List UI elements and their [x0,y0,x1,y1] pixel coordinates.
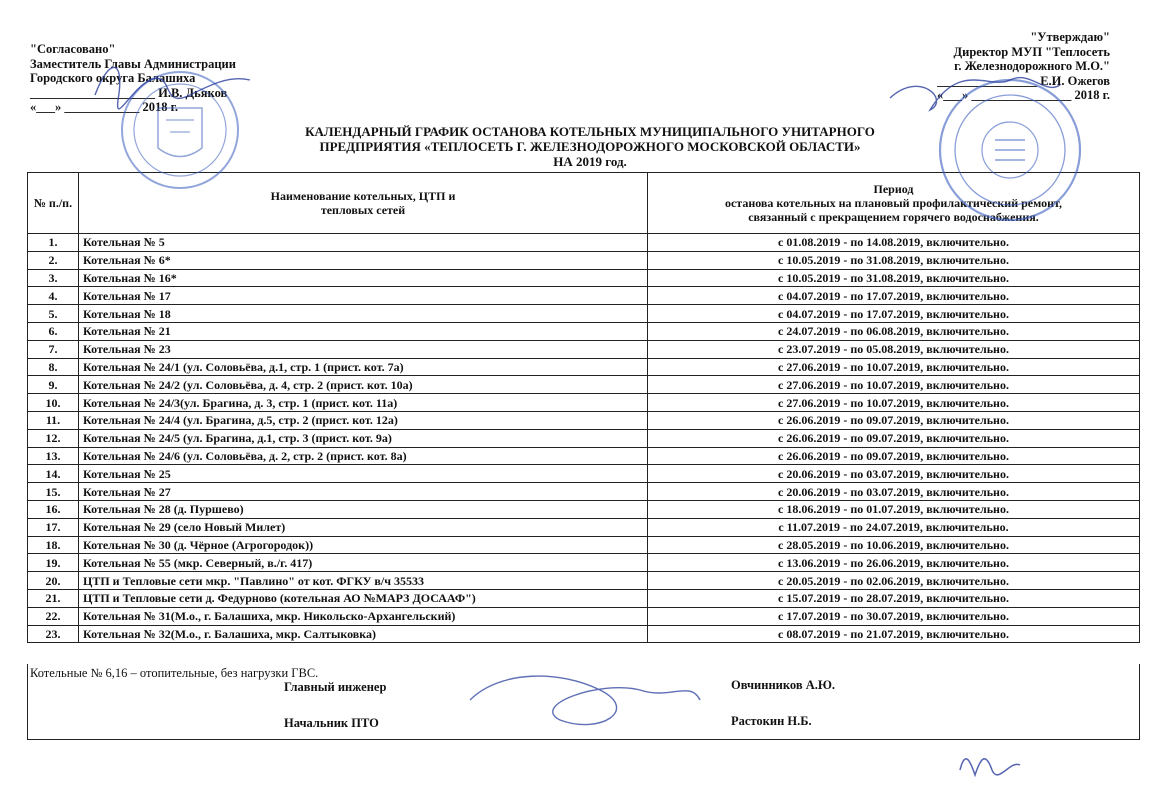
row-number: 22. [28,607,79,625]
row-number: 2. [28,251,79,269]
table-row [28,269,1140,287]
row-period: с 17.07.2019 - по 30.07.2019, включительно. [648,607,1140,625]
approval-right-signer: ________________ Е.И. Ожегов [937,73,1110,88]
row-name: Котельная № 5 [79,234,648,252]
row-name: Котельная № 28 (д. Пуршево) [79,500,648,518]
header-period: Период останова котельных на плановый профилактический ремонт, связанный с прекращением горячего водоснабжения. [648,173,1140,234]
row-name: Котельная № 24/3(ул. Брагина, д. 3, стр. 1 (прист. кот. 11а) [79,394,648,412]
row-period: с 11.07.2019 - по 24.07.2019, включительно. [648,518,1140,536]
row-name: Котельная № 16* [79,269,648,287]
table-row [28,625,1140,643]
row-number: 8. [28,358,79,376]
table-row [28,251,1140,269]
row-period: с 26.06.2019 - по 09.07.2019, включительно. [648,429,1140,447]
row-period: с 26.06.2019 - по 09.07.2019, включительно. [648,411,1140,429]
row-period: с 27.06.2019 - по 10.07.2019, включительно. [648,376,1140,394]
row-period: с 10.05.2019 - по 31.08.2019, включительно. [648,251,1140,269]
table-row [28,411,1140,429]
row-period: с 01.08.2019 - по 14.08.2019, включительно. [648,234,1140,252]
row-name: Котельная № 23 [79,340,648,358]
table-row [28,572,1140,590]
row-period: с 24.07.2019 - по 06.08.2019, включительно. [648,322,1140,340]
header-name: Наименование котельных, ЦТП и тепловых сетей [79,173,648,234]
row-period: с 08.07.2019 - по 21.07.2019, включительно. [648,625,1140,643]
row-number: 13. [28,447,79,465]
row-number: 15. [28,483,79,501]
row-number: 11. [28,411,79,429]
header-num: № п./п. [28,173,79,234]
footer-block [27,664,1140,740]
row-number: 20. [28,572,79,590]
schedule-table [27,172,1140,643]
row-period: с 13.06.2019 - по 26.06.2019, включительно. [648,554,1140,572]
approval-left-org: Городского округа Балашиха [30,71,196,85]
approval-right-position: Директор МУП "Теплосеть [953,44,1110,59]
row-period: с 04.07.2019 - по 17.07.2019, включительно. [648,305,1140,323]
table-header-row [28,173,1140,234]
row-name: Котельная № 24/5 (ул. Брагина, д.1, стр. 3 (прист. кот. 9а) [79,429,648,447]
table-row [28,465,1140,483]
pto-head-name: Растокин Н.Б. [731,714,812,728]
row-period: с 04.07.2019 - по 17.07.2019, включительно. [648,287,1140,305]
row-period: с 26.06.2019 - по 09.07.2019, включительно. [648,447,1140,465]
row-name: Котельная № 55 (мкр. Северный, в./г. 417) [79,554,648,572]
row-name: Котельная № 17 [79,287,648,305]
row-name: Котельная № 24/1 (ул. Соловьёва, д.1, стр. 1 (прист. кот. 7а) [79,358,648,376]
table-row [28,554,1140,572]
row-name: Котельная № 18 [79,305,648,323]
chief-engineer-name: Овчинников А.Ю. [731,678,836,692]
row-name: Котельная № 6* [79,251,648,269]
row-number: 23. [28,625,79,643]
row-number: 7. [28,340,79,358]
row-number: 10. [28,394,79,412]
row-name: ЦТП и Тепловые сети д. Федурново (котельная АО №МАРЗ ДОСААФ") [79,589,648,607]
approval-right-date: «___» ________________ 2018 г. [936,88,1110,102]
approval-right-org: г. Железнодорожного М.О." [954,59,1110,73]
row-period: с 28.05.2019 - по 10.06.2019, включительно. [648,536,1140,554]
row-number: 17. [28,518,79,536]
title-line-2: ПРЕДПРИЯТИЯ «ТЕПЛОСЕТЬ Г. ЖЕЛЕЗНОДОРОЖНОГО МОСКОВСКОЙ ОБЛАСТИ» [319,139,861,154]
table-row [28,340,1140,358]
row-period: с 10.05.2019 - по 31.08.2019, включительно. [648,269,1140,287]
table-row [28,305,1140,323]
approval-left-quote: "Согласовано" [30,42,116,56]
table-row [28,358,1140,376]
table-row [28,376,1140,394]
table-row [28,234,1140,252]
row-period: с 20.06.2019 - по 03.07.2019, включительно. [648,465,1140,483]
pto-head-label: Начальник ПТО [284,716,379,730]
table-row [28,607,1140,625]
row-number: 16. [28,500,79,518]
approval-right-block [880,30,1110,103]
row-period: с 20.06.2019 - по 03.07.2019, включительно. [648,483,1140,501]
row-number: 3. [28,269,79,287]
row-number: 4. [28,287,79,305]
chief-engineer-label: Главный инженер [284,680,387,694]
row-name: Котельная № 24/2 (ул. Соловьёва, д. 4, стр. 2 (прист. кот. 10а) [79,376,648,394]
row-name: Котельная № 30 (д. Чёрное (Агрогородок)) [79,536,648,554]
row-name: Котельная № 24/4 (ул. Брагина, д.5, стр. 2 (прист. кот. 12а) [79,411,648,429]
row-number: 14. [28,465,79,483]
row-name: ЦТП и Тепловые сети мкр. "Павлино" от кот. ФГКУ в/ч 35533 [79,572,648,590]
row-name: Котельная № 31(М.о., г. Балашиха, мкр. Никольско-Архангельский) [79,607,648,625]
table-row [28,536,1140,554]
title-line-3: НА 2019 год. [553,154,627,169]
row-period: с 27.06.2019 - по 10.07.2019, включительно. [648,394,1140,412]
approval-left-signer: ____________________ И.В. Дьяков [30,85,228,100]
row-number: 1. [28,234,79,252]
row-period: с 20.05.2019 - по 02.06.2019, включительно. [648,572,1140,590]
title-line-1: КАЛЕНДАРНЫЙ ГРАФИК ОСТАНОВА КОТЕЛЬНЫХ МУНИЦИПАЛЬНОГО УНИТАРНОГО [305,124,875,139]
row-period: с 15.07.2019 - по 28.07.2019, включительно. [648,589,1140,607]
footer-note: Котельные № 6,16 – отопительные, без нагрузки ГВС. [30,666,319,680]
table-row [28,447,1140,465]
row-period: с 23.07.2019 - по 05.08.2019, включительно. [648,340,1140,358]
approval-left-position: Заместитель Главы Администрации [30,56,236,71]
table-row [28,394,1140,412]
row-period: с 27.06.2019 - по 10.07.2019, включительно. [648,358,1140,376]
table-row [28,322,1140,340]
approval-right-quote: "Утверждаю" [1030,30,1110,44]
row-name: Котельная № 27 [79,483,648,501]
document-title [200,124,980,169]
table-row [28,518,1140,536]
row-name: Котельная № 29 (село Новый Милет) [79,518,648,536]
row-number: 12. [28,429,79,447]
row-name: Котельная № 24/6 (ул. Соловьёва, д. 2, стр. 2 (прист. кот. 8а) [79,447,648,465]
row-name: Котельная № 21 [79,322,648,340]
row-name: Котельная № 25 [79,465,648,483]
table-row [28,287,1140,305]
table-row [28,483,1140,501]
row-period: с 18.06.2019 - по 01.07.2019, включительно. [648,500,1140,518]
row-number: 18. [28,536,79,554]
row-number: 5. [28,305,79,323]
table-row [28,589,1140,607]
row-number: 6. [28,322,79,340]
approval-left-date: «___» ____________ 2018 г. [30,100,179,114]
table-row [28,429,1140,447]
bottom-initials-signature [960,759,1020,775]
row-number: 19. [28,554,79,572]
row-name: Котельная № 32(М.о., г. Балашиха, мкр. Салтыковка) [79,625,648,643]
table-row [28,500,1140,518]
approval-left-block [30,42,236,115]
row-number: 9. [28,376,79,394]
row-number: 21. [28,589,79,607]
